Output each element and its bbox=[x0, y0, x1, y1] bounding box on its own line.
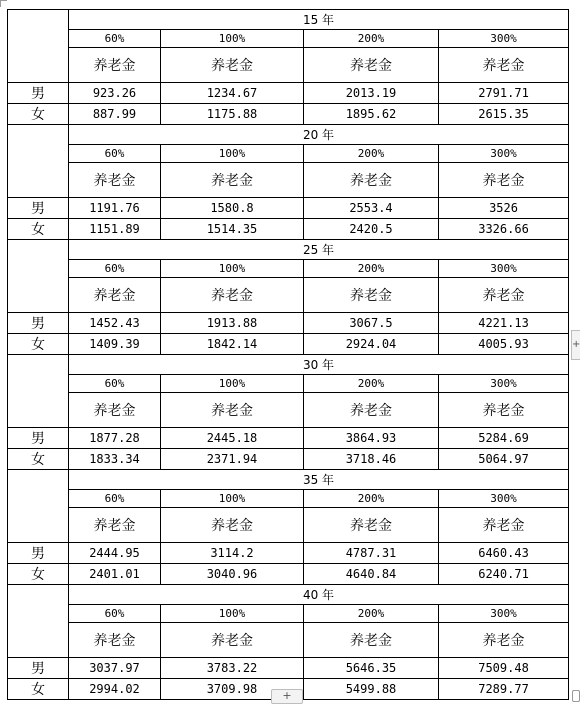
pension-label: 养老金 bbox=[439, 163, 569, 198]
rate-header-row bbox=[8, 30, 569, 48]
pension-value-cell: 1913.88 bbox=[161, 313, 304, 334]
pension-table bbox=[7, 9, 569, 700]
pension-value-cell: 1191.76 bbox=[69, 198, 161, 219]
year-header-row bbox=[8, 470, 569, 490]
pension-value-cell: 4787.31 bbox=[304, 543, 439, 564]
pension-value-cell: 7509.48 bbox=[439, 658, 569, 679]
year-header: 30 年 bbox=[69, 355, 569, 375]
rate-header: 200% bbox=[304, 605, 439, 623]
rate-header: 60% bbox=[69, 375, 161, 393]
pension-value-cell: 1175.88 bbox=[161, 104, 304, 125]
pension-value-cell: 1877.28 bbox=[69, 428, 161, 449]
pension-value-cell: 2371.94 bbox=[161, 449, 304, 470]
rate-header: 200% bbox=[304, 145, 439, 163]
pension-value-cell: 1409.39 bbox=[69, 334, 161, 355]
pension-value-cell: 5284.69 bbox=[439, 428, 569, 449]
pension-label: 养老金 bbox=[439, 48, 569, 83]
sex-label: 男 bbox=[8, 543, 69, 564]
sex-label: 男 bbox=[8, 313, 69, 334]
sex-label: 女 bbox=[8, 564, 69, 585]
year-header-row bbox=[8, 355, 569, 375]
pension-value-cell: 2013.19 bbox=[304, 83, 439, 104]
table-row bbox=[8, 658, 569, 679]
rate-header: 300% bbox=[439, 490, 569, 508]
corner-blank-cell bbox=[8, 355, 69, 428]
pension-value-cell: 887.99 bbox=[69, 104, 161, 125]
pension-label: 养老金 bbox=[161, 48, 304, 83]
pension-label-row bbox=[8, 163, 569, 198]
pension-value-cell: 3709.98 bbox=[161, 679, 304, 700]
pension-label: 养老金 bbox=[69, 48, 161, 83]
pension-value-cell: 6240.71 bbox=[439, 564, 569, 585]
rate-header: 300% bbox=[439, 605, 569, 623]
year-header: 25 年 bbox=[69, 240, 569, 260]
year-header-row bbox=[8, 125, 569, 145]
pension-label: 养老金 bbox=[69, 623, 161, 658]
sex-label: 女 bbox=[8, 334, 69, 355]
table-row bbox=[8, 449, 569, 470]
pension-label-row bbox=[8, 508, 569, 543]
pension-value-cell: 2994.02 bbox=[69, 679, 161, 700]
pension-value-cell: 3718.46 bbox=[304, 449, 439, 470]
pension-label: 养老金 bbox=[439, 278, 569, 313]
pension-label: 养老金 bbox=[304, 508, 439, 543]
pension-value-cell: 7289.77 bbox=[439, 679, 569, 700]
pension-value-cell: 1895.62 bbox=[304, 104, 439, 125]
pension-value-cell: 1452.43 bbox=[69, 313, 161, 334]
pension-value-cell: 923.26 bbox=[69, 83, 161, 104]
pension-value-cell: 1234.67 bbox=[161, 83, 304, 104]
pension-value-cell: 3067.5 bbox=[304, 313, 439, 334]
year-header: 20 年 bbox=[69, 125, 569, 145]
pension-label: 养老金 bbox=[304, 278, 439, 313]
pension-value-cell: 3037.97 bbox=[69, 658, 161, 679]
year-header: 15 年 bbox=[69, 10, 569, 30]
pension-label-row bbox=[8, 623, 569, 658]
rate-header: 200% bbox=[304, 30, 439, 48]
pension-value-cell: 6460.43 bbox=[439, 543, 569, 564]
rate-header-row bbox=[8, 490, 569, 508]
table-row bbox=[8, 198, 569, 219]
sex-label: 女 bbox=[8, 449, 69, 470]
rate-header: 100% bbox=[161, 375, 304, 393]
rate-header: 300% bbox=[439, 375, 569, 393]
year-header-row bbox=[8, 10, 569, 30]
sex-label: 女 bbox=[8, 104, 69, 125]
rate-header: 200% bbox=[304, 260, 439, 278]
sex-label: 男 bbox=[8, 428, 69, 449]
pension-label: 养老金 bbox=[161, 163, 304, 198]
rate-header: 100% bbox=[161, 490, 304, 508]
table-row bbox=[8, 104, 569, 125]
pension-value-cell: 4221.13 bbox=[439, 313, 569, 334]
pension-value-cell: 3326.66 bbox=[439, 219, 569, 240]
pension-label: 养老金 bbox=[439, 508, 569, 543]
rate-header: 300% bbox=[439, 145, 569, 163]
sex-label: 男 bbox=[8, 83, 69, 104]
table-row bbox=[8, 83, 569, 104]
sex-label: 男 bbox=[8, 198, 69, 219]
year-header-row bbox=[8, 240, 569, 260]
corner-blank-cell bbox=[8, 585, 69, 658]
pension-value-cell: 2420.5 bbox=[304, 219, 439, 240]
table-resize-handle-icon[interactable] bbox=[572, 690, 580, 702]
pension-label: 养老金 bbox=[69, 508, 161, 543]
pension-label: 养老金 bbox=[69, 278, 161, 313]
table-row bbox=[8, 219, 569, 240]
pension-label: 养老金 bbox=[161, 623, 304, 658]
pension-value-cell: 5646.35 bbox=[304, 658, 439, 679]
rate-header-row bbox=[8, 145, 569, 163]
pension-value-cell: 3783.22 bbox=[161, 658, 304, 679]
pension-label: 养老金 bbox=[439, 623, 569, 658]
pension-value-cell: 5499.88 bbox=[304, 679, 439, 700]
table-move-handle-icon[interactable] bbox=[0, 0, 7, 7]
rate-header: 60% bbox=[69, 605, 161, 623]
year-header: 35 年 bbox=[69, 470, 569, 490]
pension-label: 养老金 bbox=[304, 163, 439, 198]
pension-table-body bbox=[8, 10, 569, 700]
pension-label: 养老金 bbox=[161, 393, 304, 428]
table-row bbox=[8, 313, 569, 334]
pension-label: 养老金 bbox=[69, 163, 161, 198]
rate-header: 60% bbox=[69, 145, 161, 163]
pension-label-row bbox=[8, 278, 569, 313]
table-row bbox=[8, 428, 569, 449]
corner-blank-cell bbox=[8, 125, 69, 198]
rate-header: 60% bbox=[69, 490, 161, 508]
rate-header: 60% bbox=[69, 260, 161, 278]
pension-value-cell: 1514.35 bbox=[161, 219, 304, 240]
pension-value-cell: 1833.34 bbox=[69, 449, 161, 470]
pension-value-cell: 2401.01 bbox=[69, 564, 161, 585]
pension-value-cell: 3040.96 bbox=[161, 564, 304, 585]
pension-value-cell: 3526 bbox=[439, 198, 569, 219]
rate-header: 100% bbox=[161, 30, 304, 48]
pension-label-row bbox=[8, 48, 569, 83]
pension-value-cell: 2445.18 bbox=[161, 428, 304, 449]
pension-value-cell: 1842.14 bbox=[161, 334, 304, 355]
sex-label: 女 bbox=[8, 219, 69, 240]
year-header: 40 年 bbox=[69, 585, 569, 605]
pension-value-cell: 5064.97 bbox=[439, 449, 569, 470]
add-column-button[interactable]: + bbox=[571, 330, 580, 360]
pension-label: 养老金 bbox=[161, 278, 304, 313]
pension-value-cell: 2615.35 bbox=[439, 104, 569, 125]
rate-header-row bbox=[8, 375, 569, 393]
corner-blank-cell bbox=[8, 470, 69, 543]
corner-blank-cell bbox=[8, 240, 69, 313]
pension-value-cell: 1580.8 bbox=[161, 198, 304, 219]
sex-label: 男 bbox=[8, 658, 69, 679]
pension-value-cell: 2553.4 bbox=[304, 198, 439, 219]
sex-label: 女 bbox=[8, 679, 69, 700]
pension-label: 养老金 bbox=[69, 393, 161, 428]
pension-value-cell: 1151.89 bbox=[69, 219, 161, 240]
pension-value-cell: 2791.71 bbox=[439, 83, 569, 104]
pension-label-row bbox=[8, 393, 569, 428]
pension-value-cell: 2924.04 bbox=[304, 334, 439, 355]
pension-label: 养老金 bbox=[304, 393, 439, 428]
pension-label: 养老金 bbox=[304, 623, 439, 658]
pension-label: 养老金 bbox=[304, 48, 439, 83]
year-header-row bbox=[8, 585, 569, 605]
rate-header: 300% bbox=[439, 30, 569, 48]
pension-value-cell: 2444.95 bbox=[69, 543, 161, 564]
rate-header: 200% bbox=[304, 490, 439, 508]
corner-blank-cell bbox=[8, 10, 69, 83]
pension-label: 养老金 bbox=[439, 393, 569, 428]
rate-header-row bbox=[8, 260, 569, 278]
rate-header: 300% bbox=[439, 260, 569, 278]
rate-header: 100% bbox=[161, 145, 304, 163]
add-row-button[interactable]: + bbox=[271, 689, 303, 704]
table-row bbox=[8, 543, 569, 564]
table-row bbox=[8, 564, 569, 585]
rate-header: 100% bbox=[161, 260, 304, 278]
table-row bbox=[8, 334, 569, 355]
rate-header-row bbox=[8, 605, 569, 623]
pension-value-cell: 3114.2 bbox=[161, 543, 304, 564]
rate-header: 100% bbox=[161, 605, 304, 623]
pension-value-cell: 4640.84 bbox=[304, 564, 439, 585]
rate-header: 60% bbox=[69, 30, 161, 48]
pension-value-cell: 3864.93 bbox=[304, 428, 439, 449]
rate-header: 200% bbox=[304, 375, 439, 393]
pension-value-cell: 4005.93 bbox=[439, 334, 569, 355]
pension-label: 养老金 bbox=[161, 508, 304, 543]
